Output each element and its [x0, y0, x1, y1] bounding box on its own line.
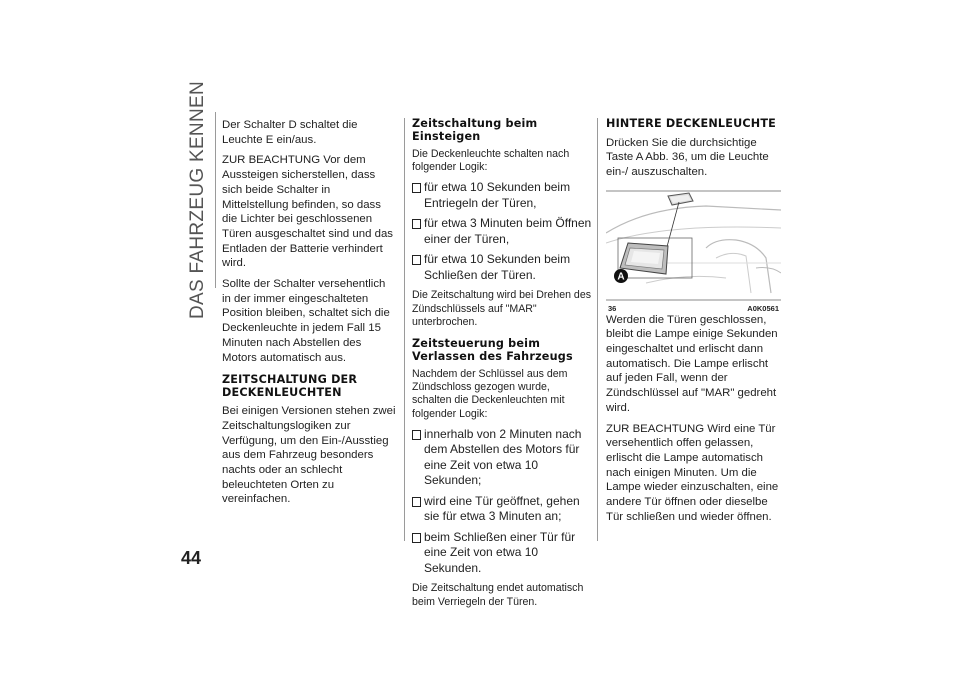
- column-1: [222, 118, 397, 513]
- callout-label-a: A: [617, 271, 625, 283]
- column-2: [412, 118, 592, 615]
- list-item: für etwa 10 Sekunden beim Schließen der Türen.: [412, 252, 592, 283]
- section-heading: Zeitsteuerung beim Verlassen des Fahrzeugs: [412, 337, 573, 363]
- figure-rear-dome-light: [606, 188, 781, 313]
- paragraph: ZUR BEACHTUNG Vor dem Aussteigen sicherstellen, dass sich beide Schalter in Mittelstellung befinden, so dass die Lichter bei geschlossenen Türen ausgeschaltet sind und das Entladen der Batterie verhindert wird.: [222, 154, 393, 270]
- paragraph: Drücken Sie die durchsichtige Taste A Abb. 36, um die Leuchte ein-/ auszuschalten.: [606, 136, 769, 178]
- column-divider: [404, 118, 405, 541]
- paragraph: Bei einigen Versionen stehen zwei Zeitschaltungslogiken zur Verfügung, um den Ein-/Ausstieg aus dem Fahrzeug besonders nachts oder an schlecht beleuchteten Orten zu vereinfachen.: [222, 405, 396, 506]
- section-heading: HINTERE DECKENLEUCHTE: [606, 117, 777, 130]
- paragraph: ZUR BEACHTUNG Wird eine Tür versehentlich offen gelassen, erlischt die Lampe automatisch nach einigen Minuten. Um die Lampe wieder einzuschalten, eine andere Tür öffnen oder dieselbe Tür schließen und wieder öffnen.: [606, 422, 779, 523]
- paragraph: Werden die Türen geschlossen, bleibt die Lampe einige Sekunden eingeschaltet und erlischt dann automatisch. Die Lampe erlischt auf jeden Fall, wenn der Zündschlüssel auf "MAR" gedreht wird.: [606, 313, 778, 414]
- list-item: innerhalb von 2 Minuten nach dem Abstellen des Motors für eine Zeit von etwa 10 Sekunden;: [412, 427, 592, 489]
- paragraph: Die Zeitschaltung endet automatisch beim Verriegeln der Türen.: [412, 582, 584, 608]
- bullet-list: [412, 180, 592, 283]
- section-heading: Zeitschaltung beim Einsteigen: [412, 117, 538, 143]
- side-divider: [215, 112, 216, 288]
- paragraph: Die Deckenleuchte schalten nach folgender Logik:: [412, 148, 570, 174]
- column-3: [606, 118, 781, 530]
- list-item: wird eine Tür geöffnet, gehen sie für etwa 3 Minuten an;: [412, 494, 592, 525]
- list-item: für etwa 3 Minuten beim Öffnen einer der Türen,: [412, 216, 592, 247]
- figure-code: A0K0561: [747, 303, 779, 313]
- paragraph: Nachdem der Schlüssel aus dem Zündschloss gezogen wurde, schalten die Deckenleuchten mit folgender Logik:: [412, 368, 568, 420]
- car-interior-illustration: [606, 188, 781, 313]
- column-divider: [597, 118, 598, 541]
- list-item: für etwa 10 Sekunden beim Entriegeln der Türen,: [412, 180, 592, 211]
- page-number: 44: [181, 548, 202, 568]
- side-section-title: DAS FAHRZEUG KENNEN: [187, 81, 208, 319]
- paragraph: Der Schalter D schaltet die Leuchte E ein/aus.: [222, 119, 358, 146]
- paragraph: Die Zeitschaltung wird bei Drehen des Zündschlüssels auf "MAR" unterbrochen.: [412, 289, 592, 328]
- bullet-list: [412, 427, 592, 577]
- section-heading: ZEITSCHALTUNG DER DECKENLEUCHTEN: [222, 373, 358, 399]
- paragraph: Sollte der Schalter versehentlich in der immer eingeschalteten Position bleiben, schaltet sich die Deckenleuchte in jedem Fall 15 Minuten nach Abstellen des Motors automatisch aus.: [222, 278, 390, 364]
- figure-number: 36: [608, 303, 617, 313]
- list-item: beim Schließen einer Tür für eine Zeit von etwa 10 Sekunden.: [412, 530, 592, 577]
